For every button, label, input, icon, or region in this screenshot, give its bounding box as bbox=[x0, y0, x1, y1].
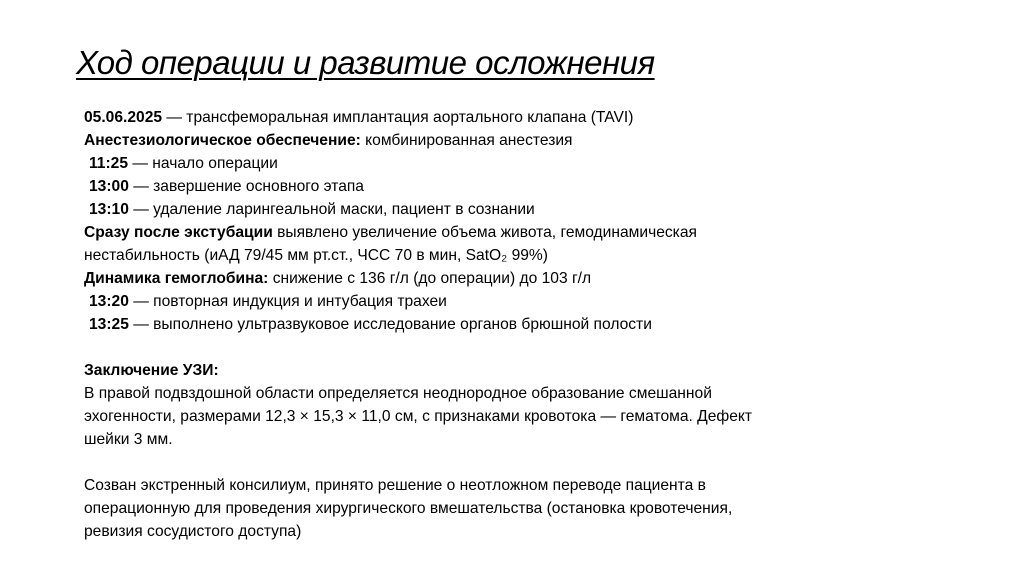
hemoglobin-line: Динамика гемоглобина: снижение с 136 г/л (до операции) до 103 г/л bbox=[84, 270, 592, 287]
spacer bbox=[84, 451, 964, 474]
conclusion-text-line: Созван экстренный консилиум, принято решение о неотложном переводе пациента в bbox=[84, 477, 706, 494]
ultrasound-text-line: эхогенности, размерами 12,3 × 15,3 × 11,0 см, с признаками кровотока — гематома. Дефект bbox=[84, 408, 753, 425]
slide-body bbox=[84, 106, 964, 543]
ultrasound-text-line: шейки 3 мм. bbox=[84, 431, 173, 448]
anesthesia-line: Анестезиологическое обеспечение: комбинированная анестезия bbox=[84, 132, 573, 149]
slide-title: Ход операции и развитие осложнения bbox=[76, 44, 655, 81]
ultrasound-text-line: В правой подвздошной области определяется неоднородное образование смешанной bbox=[84, 385, 712, 402]
conclusion-text-line: операционную для проведения хирургического вмешательства (остановка кровотечения, bbox=[84, 500, 733, 517]
post-extubation-line: Сразу после экстубации выявлено увеличение объема живота, гемодинамическая bbox=[84, 224, 697, 241]
timeline-line-1325: 13:25 — выполнено ультразвуковое исследование органов брюшной полости bbox=[89, 316, 652, 333]
timeline-line-date: 05.06.2025 — трансфеморальная имплантация аортального клапана (TAVI) bbox=[84, 109, 634, 126]
timeline-line-1320: 13:20 — повторная индукция и интубация трахеи bbox=[89, 293, 447, 310]
timeline-line-1310: 13:10 — удаление ларингеальной маски, пациент в сознании bbox=[89, 201, 535, 218]
timeline-line-1300: 13:00 — завершение основного этапа bbox=[89, 178, 364, 195]
conclusion-text-line: ревизия сосудистого доступа) bbox=[84, 523, 302, 540]
timeline-line-1125: 11:25 — начало операции bbox=[89, 155, 278, 172]
hemodynamics-line: нестабильность (иАД 79/45 мм рт.ст., ЧСС 70 в мин, SatO₂ 99%) bbox=[84, 247, 548, 264]
ultrasound-heading: Заключение УЗИ: bbox=[84, 362, 219, 379]
spacer bbox=[84, 336, 964, 359]
